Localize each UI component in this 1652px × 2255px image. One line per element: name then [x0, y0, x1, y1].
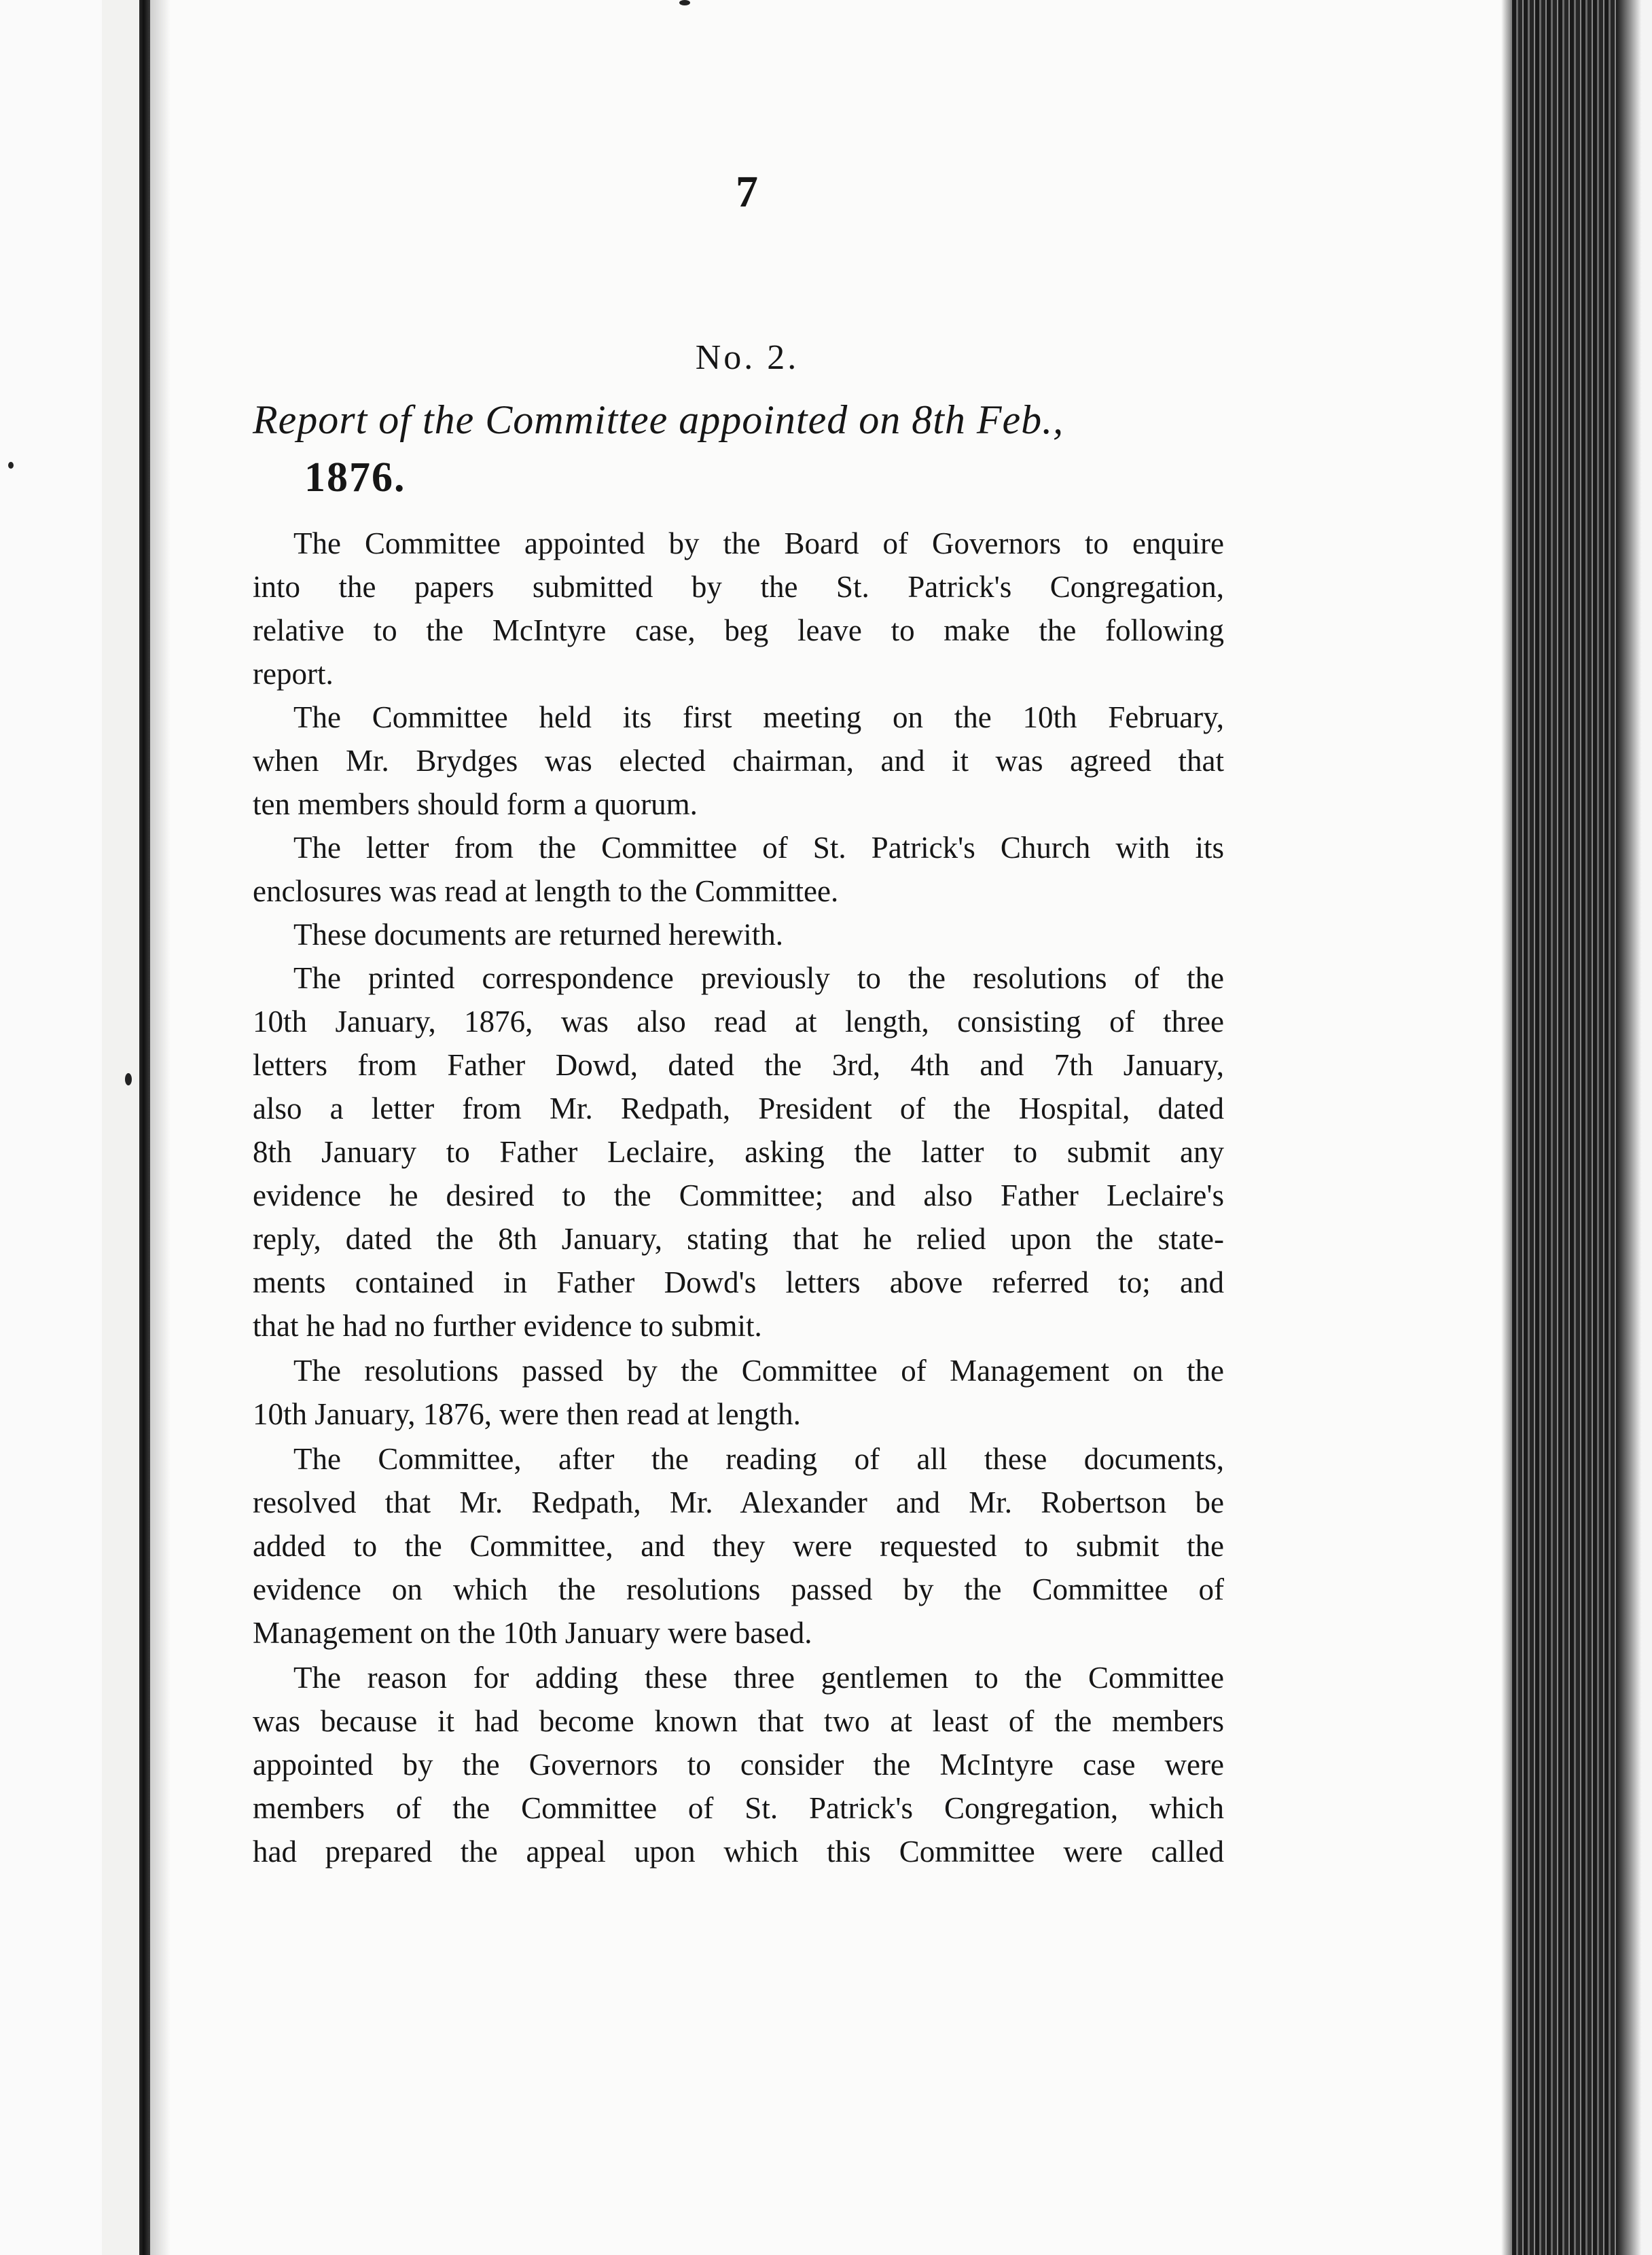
text-line: into the papers submitted by the St. Patrick's Congregation, — [253, 570, 1224, 604]
text-line: when Mr. Brydges was elected chairman, and it was agreed that — [253, 744, 1224, 778]
text-line: that he had no further evidence to submit. — [253, 1309, 762, 1343]
scan-speck — [125, 1073, 132, 1085]
text-line: evidence he desired to the Committee; and also Father Leclaire's — [253, 1178, 1224, 1212]
text-line: added to the Committee, and they were requested to submit the — [253, 1529, 1224, 1563]
text-line: The Committee held its first meeting on the 10th February, — [293, 700, 1224, 734]
text-line: also a letter from Mr. Redpath, President of the Hospital, dated — [253, 1092, 1224, 1125]
text-line: The letter from the Committee of St. Patrick's Church with its — [293, 831, 1224, 865]
scan-speck — [8, 462, 14, 469]
binding-shadow — [150, 0, 170, 2255]
book-edge-highlight — [1617, 0, 1652, 2255]
text-line: The Committee, after the reading of all these documents, — [293, 1442, 1224, 1476]
text-line: The Committee appointed by the Board of Governors to enquire — [293, 526, 1224, 560]
page-number: 7 — [736, 167, 759, 217]
report-number: No. 2. — [695, 338, 800, 377]
text-line: letters from Father Dowd, dated the 3rd, 4th and 7th January, — [253, 1048, 1224, 1082]
text-line: The resolutions passed by the Committee of Management on the — [293, 1354, 1224, 1388]
scan-speck — [679, 0, 690, 5]
text-line: evidence on which the resolutions passed by the Committee of — [253, 1572, 1224, 1606]
binding-edge — [139, 0, 150, 2255]
text-line: report. — [253, 657, 334, 691]
text-line: ten members should form a quorum. — [253, 787, 698, 821]
text-line: appointed by the Governors to consider the McIntyre case were — [253, 1748, 1224, 1782]
text-line: reply, dated the 8th January, stating that he relied upon the state- — [253, 1222, 1224, 1256]
text-line: relative to the McIntyre case, beg leave to make the following — [253, 613, 1224, 647]
text-line: The printed correspondence previously to the resolutions of the — [293, 961, 1224, 995]
text-line: 10th January, 1876, were then read at length. — [253, 1397, 801, 1431]
report-title: Report of the Committee appointed on 8th Feb., — [253, 397, 1064, 442]
report-year: 1876. — [304, 454, 406, 501]
text-line: was because it had become known that two at least of the members — [253, 1704, 1224, 1738]
text-line: 8th January to Father Leclaire, asking the latter to submit any — [253, 1135, 1224, 1169]
text-line: 10th January, 1876, was also read at length, consisting of three — [253, 1005, 1224, 1039]
text-line: ments contained in Father Dowd's letters above referred to; and — [253, 1265, 1224, 1299]
text-line: members of the Committee of St. Patrick's Congregation, which — [253, 1791, 1224, 1825]
left-margin — [0, 0, 102, 2255]
text-line: Management on the 10th January were based. — [253, 1616, 812, 1650]
text-line: These documents are returned herewith. — [293, 918, 783, 952]
text-line: had prepared the appeal upon which this Committee were called — [253, 1835, 1224, 1869]
text-line: enclosures was read at length to the Committee. — [253, 874, 839, 908]
text-line: resolved that Mr. Redpath, Mr. Alexander and Mr. Robertson be — [253, 1485, 1224, 1519]
text-line: The reason for adding these three gentlemen to the Committee — [293, 1661, 1224, 1695]
